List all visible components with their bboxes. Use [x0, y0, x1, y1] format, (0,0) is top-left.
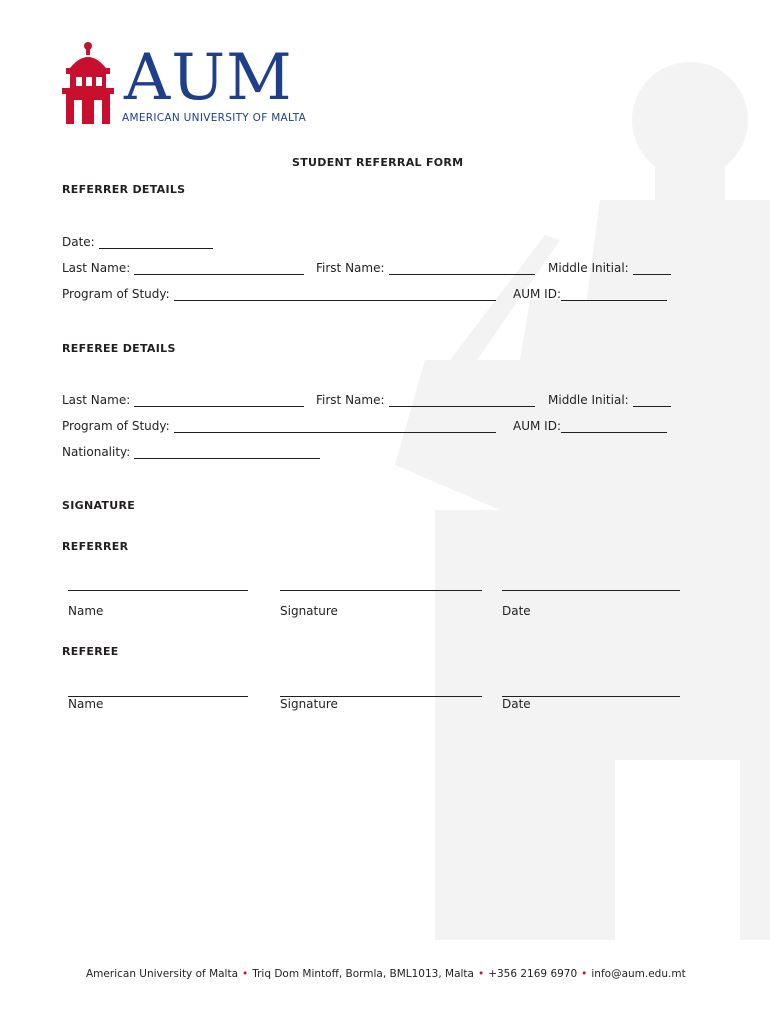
referee-date-label: Date [502, 697, 531, 711]
first-name-label: First Name: [316, 393, 385, 407]
footer-separator: • [242, 968, 249, 980]
middle-initial-input-line[interactable] [633, 262, 671, 275]
referee-signature-heading: REFEREE [62, 645, 119, 658]
referee-first-name-field[interactable] [316, 393, 535, 407]
first-name-label: First Name: [316, 261, 385, 275]
aum-logo [60, 40, 340, 130]
logo-wordmark: AUM [124, 41, 293, 115]
footer-org: American University of Malta [86, 968, 239, 980]
tower-icon [60, 40, 120, 126]
referee-last-name-field[interactable] [62, 393, 304, 407]
referee-aum-id-field[interactable] [513, 419, 667, 433]
program-input-line[interactable] [174, 288, 496, 301]
referrer-name-label: Name [68, 604, 104, 618]
referrer-name-line[interactable] [68, 590, 248, 591]
middle-initial-label: Middle Initial: [548, 393, 629, 407]
page-title: STUDENT REFERRAL FORM [292, 156, 464, 169]
date-input-line[interactable] [99, 236, 213, 249]
referee-name-label: Name [68, 697, 104, 711]
referee-program-field[interactable] [62, 419, 496, 433]
referrer-date-field[interactable] [62, 235, 213, 249]
date-label: Date: [62, 235, 95, 249]
referee-nationality-field[interactable] [62, 445, 320, 459]
footer [86, 968, 686, 980]
last-name-label: Last Name: [62, 393, 131, 407]
referrer-first-name-field[interactable] [316, 261, 535, 275]
referrer-middle-initial-field[interactable] [548, 261, 671, 275]
first-name-input-line[interactable] [389, 394, 535, 407]
first-name-input-line[interactable] [389, 262, 535, 275]
referee-details-heading: REFEREE DETAILS [62, 342, 176, 355]
middle-initial-input-line[interactable] [633, 394, 671, 407]
footer-phone: +356 2169 6970 [488, 968, 578, 980]
middle-initial-label: Middle Initial: [548, 261, 629, 275]
footer-separator: • [478, 968, 485, 980]
referee-middle-initial-field[interactable] [548, 393, 671, 407]
referrer-signature-line[interactable] [280, 590, 482, 591]
referrer-last-name-field[interactable] [62, 261, 304, 275]
footer-email[interactable]: info@aum.edu.mt [591, 968, 686, 980]
referrer-program-field[interactable] [62, 287, 496, 301]
program-input-line[interactable] [174, 420, 496, 433]
nationality-label: Nationality: [62, 445, 131, 459]
referrer-details-heading: REFERRER DETAILS [62, 183, 186, 196]
aum-id-input-line[interactable] [561, 288, 667, 301]
nationality-input-line[interactable] [134, 446, 320, 459]
signature-heading: SIGNATURE [62, 499, 136, 512]
aum-id-input-line[interactable] [561, 420, 667, 433]
referrer-date-line[interactable] [502, 590, 680, 591]
referee-signature-label: Signature [280, 697, 338, 711]
referrer-aum-id-field[interactable] [513, 287, 667, 301]
referrer-signature-heading: REFERRER [62, 540, 129, 553]
aum-id-label: AUM ID: [513, 419, 561, 433]
logo-subtitle: AMERICAN UNIVERSITY OF MALTA [122, 112, 307, 124]
program-label: Program of Study: [62, 287, 170, 301]
last-name-label: Last Name: [62, 261, 131, 275]
footer-address: Triq Dom Mintoff, Bormla, BML1013, Malta [252, 968, 474, 980]
aum-id-label: AUM ID: [513, 287, 561, 301]
last-name-input-line[interactable] [134, 262, 304, 275]
program-label: Program of Study: [62, 419, 170, 433]
referrer-date-label: Date [502, 604, 531, 618]
footer-separator: • [581, 968, 588, 980]
referrer-signature-label: Signature [280, 604, 338, 618]
last-name-input-line[interactable] [134, 394, 304, 407]
